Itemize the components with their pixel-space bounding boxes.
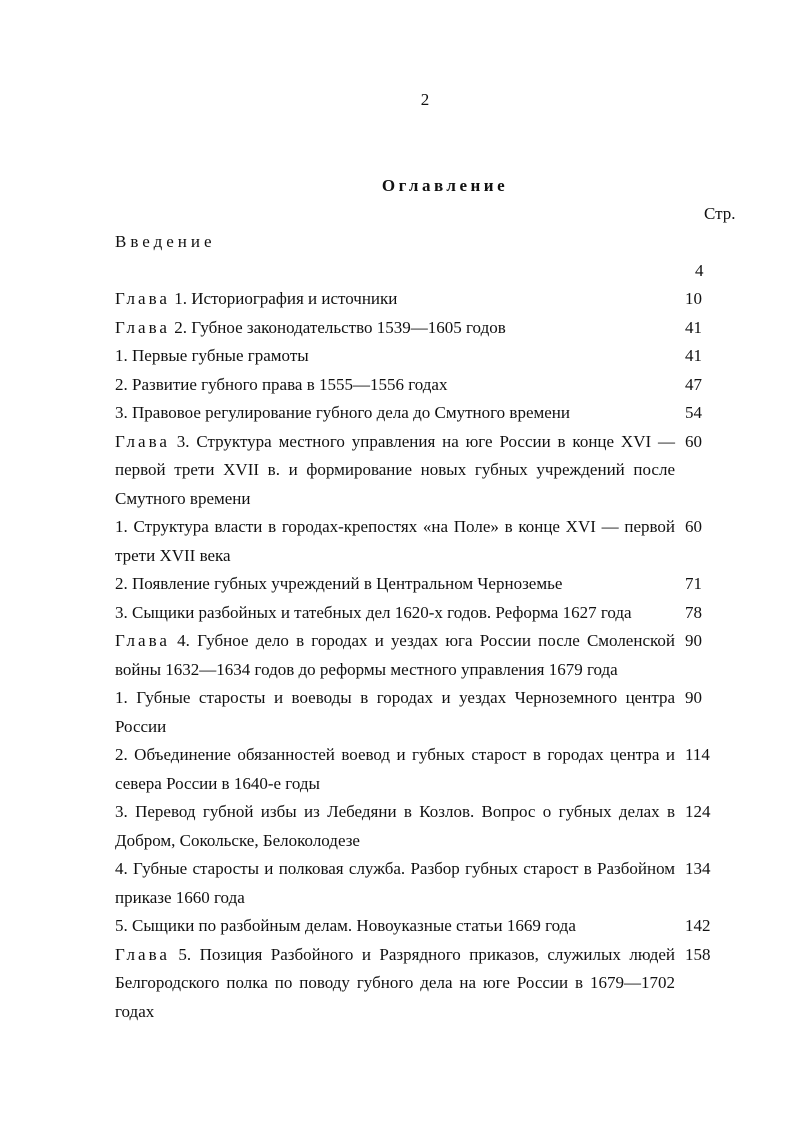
toc-entry-title: 2. Губное законодательство 1539—1605 годов [174, 317, 506, 337]
toc-entry-text [115, 285, 675, 314]
toc-entry-text [115, 855, 675, 912]
toc-entry-title: 3. Перевод губной избы из Лебедяни в Козлов. Вопрос о губных делах в Добром, Сокольске, Белоколодезе [115, 802, 675, 850]
toc-entry-text [115, 399, 675, 428]
intro-page: 4 [695, 260, 704, 280]
chapter-word: Глава [115, 289, 170, 308]
toc-entry-page: 90 [685, 688, 702, 707]
toc-entry-page: 158 [685, 944, 711, 964]
toc-entry-page: 134 [685, 859, 711, 878]
toc-entry[interactable] [115, 314, 745, 343]
toc-entry-title: 5. Позиция Разбойного и Разрядного приказов, служилых людей Белгородского полка по поводу губного дела на юге России в 1679—1702 годах [115, 944, 675, 1021]
toc-entry-text [115, 741, 675, 798]
toc-entry[interactable] [115, 371, 745, 400]
toc-entry-title: 4. Губное дело в городах и уездах юга России после Смоленской войны 1632—1634 годов до реформы местного управления 1679 года [115, 631, 675, 679]
toc-entry-title: 3. Структура местного управления на юге России в конце XVI — первой трети XVII в. и формирование новых губных учреждений после Смутного времени [115, 431, 675, 508]
toc-entry-text [115, 627, 675, 684]
toc-entry-page: 41 [685, 346, 702, 365]
toc-entry-text [115, 798, 675, 855]
toc-entry-page: 41 [685, 317, 702, 337]
toc-entries [115, 285, 745, 1026]
toc-entry[interactable] [115, 941, 745, 1027]
page-number: 2 [420, 90, 430, 109]
chapter-word: Глава [115, 631, 170, 650]
toc-entry[interactable] [115, 627, 745, 684]
toc-entry-text [115, 371, 675, 400]
toc-entry-title: 4. Губные старосты и полковая служба. Разбор губных старост в Разбойном приказе 1660 года [115, 859, 675, 907]
toc-entry-text [115, 599, 675, 628]
toc-entry-page: 114 [685, 745, 710, 764]
toc-entry-title: 1. Первые губные грамоты [115, 346, 309, 365]
page-column-label: Стр. [704, 204, 736, 223]
toc-entry-text [115, 941, 675, 1027]
table-of-contents [115, 228, 745, 1026]
toc-intro[interactable] [115, 228, 745, 257]
toc-entry[interactable] [115, 798, 745, 855]
toc-intro-page-row [115, 257, 745, 286]
toc-entry-text [115, 912, 675, 941]
toc-entry-page: 10 [685, 289, 702, 308]
toc-entry-page: 60 [685, 431, 702, 451]
toc-entry-title: 1. Губные старосты и воеводы в городах и уездах Черноземного центра России [115, 688, 675, 736]
chapter-word: Глава [115, 317, 170, 337]
toc-entry-page: 71 [685, 574, 702, 593]
toc-entry[interactable] [115, 513, 745, 570]
toc-entry[interactable] [115, 684, 745, 741]
intro-label: Введение [115, 232, 216, 251]
toc-entry[interactable] [115, 428, 745, 514]
toc-entry-title: 5. Сыщики по разбойным делам. Новоуказные статьи 1669 года [115, 916, 576, 935]
toc-entry[interactable] [115, 741, 745, 798]
toc-title: Оглавление [381, 176, 509, 195]
toc-entry-page: 47 [685, 374, 702, 394]
toc-entry-title: 1. Структура власти в городах-крепостях «на Поле» в конце XVI — первой трети XVII века [115, 517, 675, 565]
toc-entry-title: 3. Сыщики разбойных и татебных дел 1620-х годов. Реформа 1627 года [115, 602, 632, 622]
toc-entry[interactable] [115, 399, 745, 428]
toc-entry-title: 2. Появление губных учреждений в Центральном Черноземье [115, 574, 563, 593]
toc-entry-page: 60 [685, 517, 702, 536]
toc-entry-text [115, 570, 675, 599]
toc-entry[interactable] [115, 912, 745, 941]
toc-entry-page: 54 [685, 403, 702, 422]
toc-entry-page: 142 [685, 916, 711, 935]
toc-entry-title: 2. Объединение обязанностей воевод и губных старост в городах центра и севера России в 1640-е годы [115, 745, 675, 793]
toc-entry-title: 3. Правовое регулирование губного дела до Смутного времени [115, 403, 570, 422]
toc-entry-text [115, 684, 675, 741]
toc-entry-text [115, 428, 675, 514]
toc-entry[interactable] [115, 570, 745, 599]
toc-entry-text [115, 513, 675, 570]
chapter-word: Глава [115, 944, 170, 964]
toc-entry-title: 2. Развитие губного права в 1555—1556 годах [115, 374, 448, 394]
toc-entry[interactable] [115, 855, 745, 912]
toc-entry-text [115, 314, 675, 343]
toc-entry[interactable] [115, 342, 745, 371]
toc-entry-title: 1. Историография и источники [174, 289, 398, 308]
toc-entry-text [115, 342, 675, 371]
toc-entry-page: 78 [685, 602, 702, 622]
toc-entry[interactable] [115, 285, 745, 314]
toc-entry[interactable] [115, 599, 745, 628]
toc-entry-page: 90 [685, 631, 702, 650]
toc-entry-page: 124 [685, 802, 711, 821]
chapter-word: Глава [115, 431, 170, 451]
